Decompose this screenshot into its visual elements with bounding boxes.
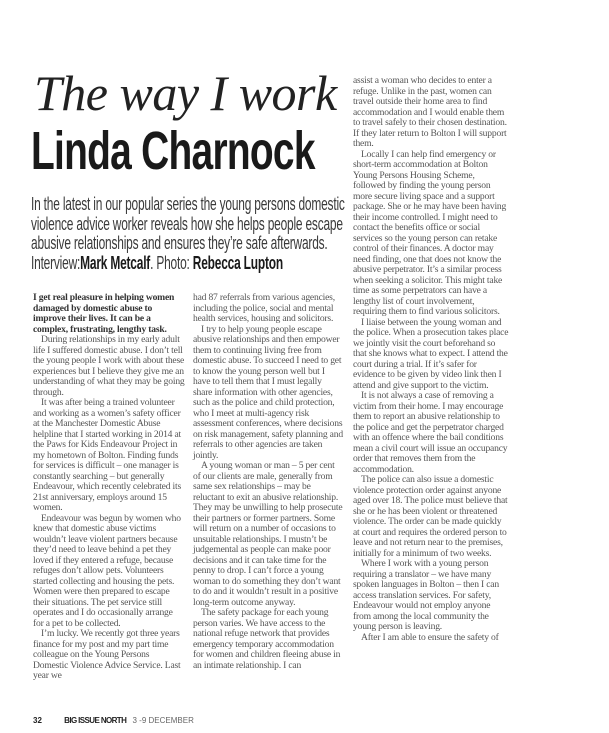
article-paragraph: During relationships in my early adult life I suffered domestic abuse. I don’t tell the young people I work with about these experiences but I believe they give me an understanding of what they may be going through. xyxy=(33,334,185,398)
issue-date: 3 -9 DECEMBER xyxy=(132,716,194,725)
article-paragraph: I’m lucky. We recently got three years finance for my post and my part time colleague on the Young Persons Domestic Violence Advice Service. Last year we xyxy=(33,628,181,681)
page-title: The way I work xyxy=(34,65,337,121)
article-paragraph: I liaise between the young woman and the police. When a prosecution takes place we jointly visit the court beforehand so that she knows what to expect. I attend the court during a trial. If it’s safer for evidence to be given by video link then I attend and give support to the victim. xyxy=(353,316,509,391)
article-column-2 xyxy=(193,293,343,671)
article-paragraph: I try to help young people escape abusive relationships and then empower them to continuing living free from domestic abuse. To succeed I need to get to know the young person well but I have to tell them that I must legally share information with other agencies, such as the police and child protection, who I meet at multi-agency risk assessment conferences, where decisions on risk management, safety planning and referrals to other agencies are taken jointly. xyxy=(193,323,343,461)
article-paragraph: had 87 referrals from various agencies, including the police, social and mental health services, housing and solicitors. xyxy=(193,292,335,324)
article-paragraph: The police can also issue a domestic violence protection order against anyone aged over 18. The police must believe that she or he has been violent or threatened violence. The order can be made quickly at court and requires the ordered person to leave and not return near to the premises, initially for a minimum of two weeks. xyxy=(353,474,508,559)
article-paragraph: Locally I can help find emergency or short-term accommodation at Bolton Young Persons Housing Scheme, followed by finding the young person more secure living space and a support package. She or he may have been having their income controlled. I might need to contact the benefits office or social services so the young person can retake control of their finances. A doctor may need finding, one that does not know the abusive perpetrator. It’s a similar process when seeking a solicitor. This might take time as some perpetrators can have a lengthy list of court involvement, requiring them to find various solicitors. xyxy=(353,148,507,317)
article-column-3 xyxy=(353,76,509,643)
article-paragraph: After I am able to ensure the safety of xyxy=(361,631,499,643)
article-paragraph: Where I work with a young person requiring a translator – we have many spoken languages in Bolton – then I can access translation services. For safety, Endeavour would not employ anyone from among the local community the young person is leaving. xyxy=(353,558,499,632)
article-paragraph: The safety package for each young person varies. We have access to the national refuge network that provides emergency temporary accommodation for women and children fleeing abuse in an intimate relationship. I can xyxy=(193,607,341,671)
page-number: 32 xyxy=(33,716,42,725)
magazine-name: BIG ISSUE NORTH xyxy=(64,716,127,725)
article-column-1 xyxy=(33,293,185,682)
article-intro: I get real pleasure in helping women damaged by domestic abuse to improve their lives. It can be a complex, frustrating, lengthy task. xyxy=(33,292,175,335)
article-paragraph: Endeavour was begun by women who knew that domestic abuse victims wouldn’t leave violent partners because they’d need to leave behind a pet they loved if they entered a refuge, because refuges don’t allow pets. Volunteers started collecting and housing the pets. Women were then prepared to escape their situations. The pet service still operates and I do occasionally arrange for a pet to be collected. xyxy=(33,512,181,629)
article-paragraph: A young woman or man – 5 per cent of our clients are male, generally from same sex relationships – may be reluctant to exit an abusive relationship. They may be unwilling to help prosecute their partners or former partners. Some will return on a number of occasions to unsuitable relationships. I mustn’t be judgemental as people can make poor decisions and it can take time for the penny to drop. I can’t force a young woman to do something they don’t want to do and it wouldn’t result in a positive long-term outcome anyway. xyxy=(193,460,343,608)
article-paragraph: assist a woman who decides to enter a refuge. Unlike in the past, women can travel outside their home area to find accommodation and I would enable them to travel safely to their chosen destination. If they later return to Bolton I will support them. xyxy=(353,75,507,149)
article-paragraph: It is not always a case of removing a victim from their home. I may encourage them to report an abusive relationship to the police and get the perpetrator charged with an offence where the bail conditions mean a civil court will issue an occupancy order that removes them from the accommodation. xyxy=(353,390,508,475)
photographer-name: Rebecca Lupton xyxy=(192,251,283,273)
interviewer-name: Mark Metcalf xyxy=(80,251,151,273)
interview-label: Interview: xyxy=(31,251,81,273)
interviewee-name: Linda Charnock xyxy=(31,121,315,181)
page-footer xyxy=(33,716,194,725)
standfirst-text: In the latest in our popular series the young persons domestic violence advice worker reveals how she helps people escape abusive relationships and ensures they’re safe afterwards. xyxy=(31,193,345,253)
article-paragraph: It was after being a trained volunteer and working as a women’s safety officer at the Manchester Domestic Abuse helpline that I started working in 2014 at the Paws for Kids Endeavour Project in my hometown of Bolton. Finding funds for services is difficult – one manager is constantly searching – but generally Endeavour, which recently celebrated its 21st anniversary, employs around 15 women. xyxy=(33,397,181,513)
standfirst xyxy=(31,194,346,272)
photo-label: . Photo: xyxy=(150,251,190,273)
